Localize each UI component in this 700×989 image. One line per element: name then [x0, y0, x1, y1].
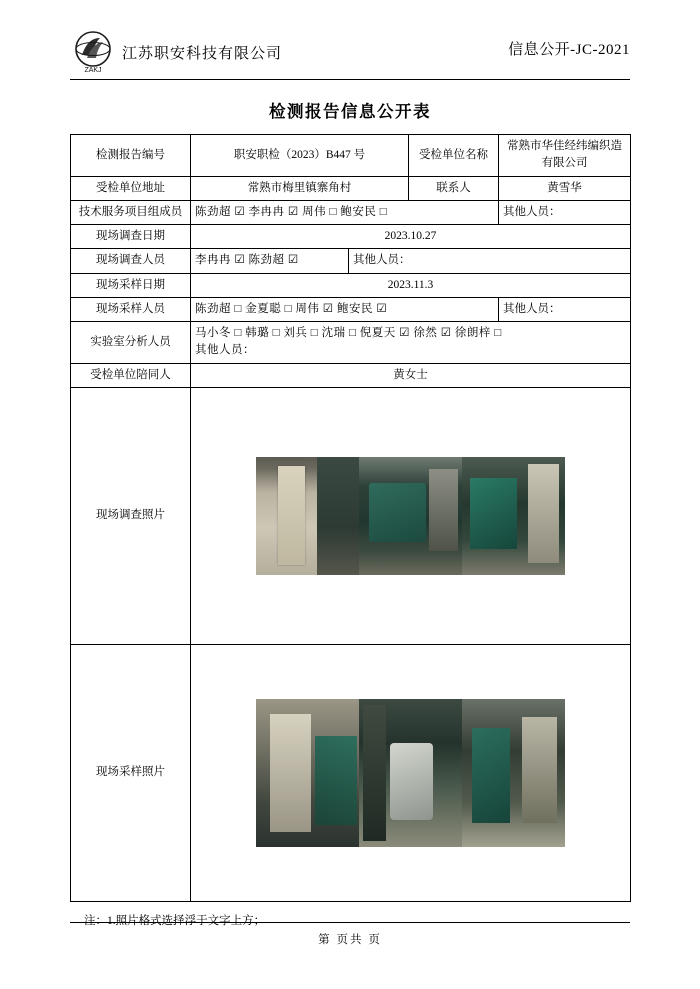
survey-photo-strip [256, 457, 566, 575]
accompany-value: 黄女士 [191, 363, 631, 387]
survey-staff-text: 李冉冉 ☑ 陈劲超 ☑ [195, 254, 299, 267]
sampling-staff-others-label: 其他人员： [499, 297, 631, 321]
document-code: 信息公开-JC-2021 [508, 42, 630, 58]
footer-divider [70, 922, 630, 923]
table-row [71, 249, 631, 273]
page-footer [70, 922, 630, 947]
table-row-sampling-photos [71, 644, 631, 901]
company-name: 江苏职安科技有限公司 [122, 45, 283, 62]
survey-photo-1 [256, 457, 359, 575]
page-content [70, 0, 630, 989]
team-members [191, 200, 499, 224]
table-row [71, 200, 631, 224]
survey-date-value: 2023.10.27 [191, 225, 631, 249]
team-others-label: 其他人员： [499, 200, 631, 224]
survey-staff [191, 249, 349, 273]
sampling-staff [191, 297, 499, 321]
sampling-staff-text: 陈劲超 □ 金夏聪 □ 周伟 ☑ 鲍安民 ☑ [195, 302, 388, 315]
footnote: 注：1.照片格式选择浮于文字上方； [84, 914, 266, 927]
page-number: 第 页共 页 [318, 934, 382, 946]
team-label: 技术服务项目组成员 [71, 200, 191, 224]
page-title: 检测报告信息公开表 [269, 102, 431, 121]
survey-photo-3 [462, 457, 565, 575]
survey-staff-others-label: 其他人员： [349, 249, 631, 273]
client-value: 常熟市华佳经纬编织造有限公司 [499, 135, 631, 177]
table-row [71, 322, 631, 364]
sampling-date-label: 现场采样日期 [71, 273, 191, 297]
sampling-staff-label: 现场采样人员 [71, 297, 191, 321]
lab-staff-text: 马小冬 □ 韩璐 □ 刘兵 □ 沈瑞 □ 倪夏天 ☑ 徐然 ☑ 徐朗梓 □ [195, 327, 502, 339]
header-divider [70, 79, 630, 80]
table-row [71, 363, 631, 387]
contact-label: 联系人 [409, 176, 499, 200]
sampling-photo-cell [191, 644, 631, 901]
address-value: 常熟市梅里镇寨角村 [191, 176, 409, 200]
survey-photo-2 [359, 457, 462, 575]
table-row [71, 225, 631, 249]
address-label: 受检单位地址 [71, 176, 191, 200]
table-row [71, 273, 631, 297]
survey-photo-cell [191, 387, 631, 644]
contact-value: 黄雪华 [499, 176, 631, 200]
lab-staff [191, 322, 631, 364]
company-logo-icon [70, 29, 116, 75]
page-header [70, 24, 630, 80]
sampling-photo-2 [359, 699, 462, 847]
survey-staff-label: 现场调查人员 [71, 249, 191, 273]
info-table [70, 134, 631, 902]
sampling-photo-label: 现场采样照片 [71, 644, 191, 901]
table-row [71, 135, 631, 177]
report-no-label: 检测报告编号 [71, 135, 191, 177]
client-label: 受检单位名称 [409, 135, 499, 177]
team-members-text: 陈劲超 ☑ 李冉冉 ☑ 周伟 □ 鲍安民 □ [195, 205, 388, 218]
survey-date-label: 现场调查日期 [71, 225, 191, 249]
table-row [71, 297, 631, 321]
sampling-photo-strip [256, 699, 566, 847]
svg-text:ZAKJ: ZAKJ [84, 67, 102, 74]
lab-label: 实验室分析人员 [71, 322, 191, 364]
sampling-date-value: 2023.11.3 [191, 273, 631, 297]
survey-photo-label: 现场调查照片 [71, 387, 191, 644]
table-row-survey-photos [71, 387, 631, 644]
sampling-photo-1 [256, 699, 359, 847]
table-row [71, 176, 631, 200]
accompany-label: 受检单位陪同人 [71, 363, 191, 387]
report-no-value: 职安职检（2023）B447 号 [191, 135, 409, 177]
sampling-photo-3 [462, 699, 565, 847]
lab-others-label: 其他人员： [195, 344, 255, 357]
